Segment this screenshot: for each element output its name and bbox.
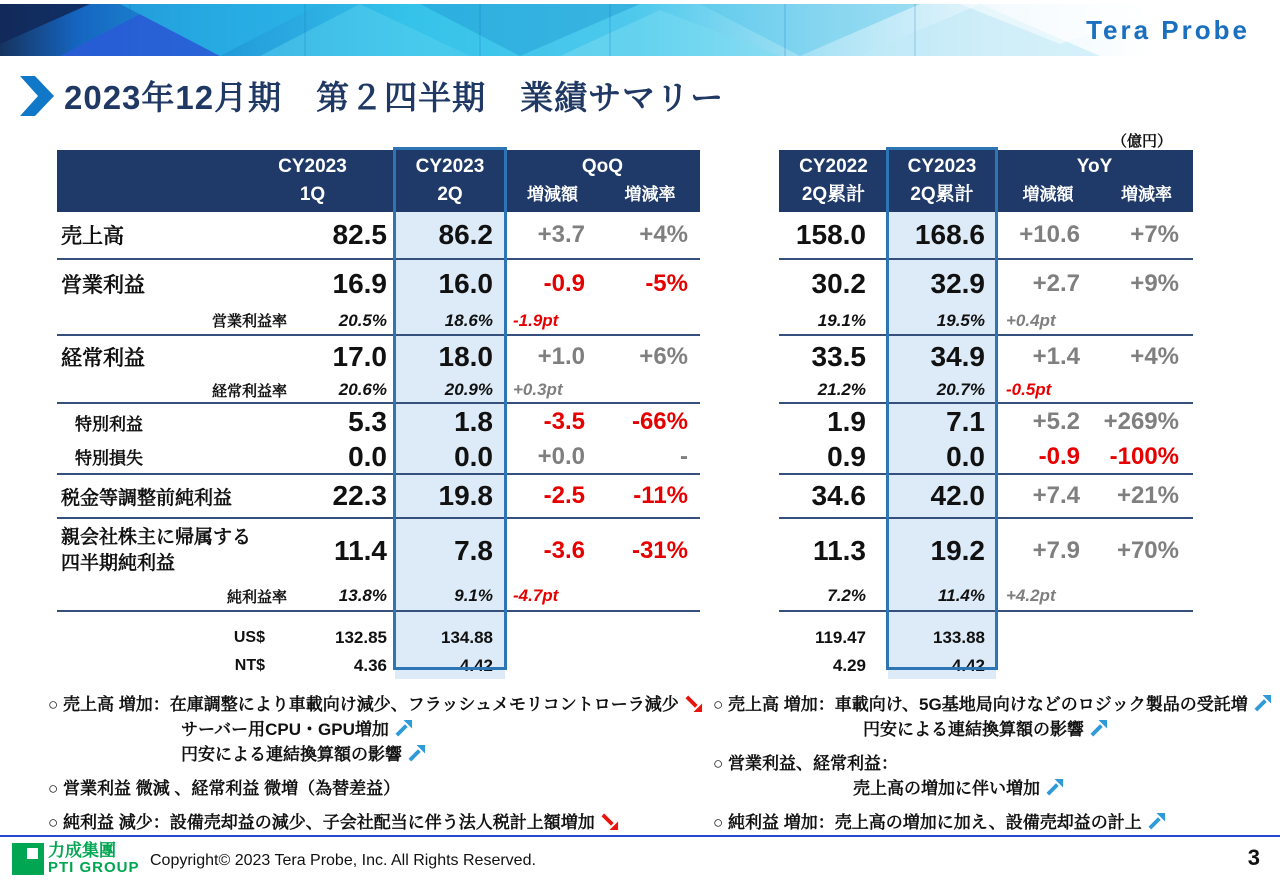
currency-label: NT$ [234, 656, 265, 674]
copyright-text: Copyright© 2023 Tera Probe, Inc. All Rights Reserved. [150, 852, 536, 869]
metric-label: 親会社株主に帰属する 四半期純利益 [61, 526, 252, 574]
decrease-arrow-icon [600, 812, 619, 831]
metric-label: 税金等調整前純利益 [61, 487, 233, 509]
currency-label: US$ [233, 629, 265, 646]
yoy-table [779, 150, 1193, 679]
qoq-table-header [57, 150, 700, 212]
value-2q: 18.0 [395, 336, 505, 378]
delta-value: +3.7 [537, 221, 585, 248]
group-header: QoQ [581, 156, 624, 177]
unit-label: （億円） [1111, 133, 1172, 150]
metric-label: 営業利益 [61, 273, 145, 297]
teraprobe-logo: Tera Probe [1086, 15, 1250, 45]
pti-group-name: 力成集團 [48, 841, 116, 860]
value-1q: 132.85 [335, 628, 387, 647]
rate-value: +4% [639, 221, 688, 248]
delta-value: -0.5pt [1006, 380, 1052, 399]
value-prev: 19.1% [817, 310, 866, 330]
table-row [779, 652, 1193, 679]
increase-arrow-icon [1253, 694, 1272, 713]
delta-value: -4.7pt [513, 586, 559, 605]
col-header: 1Q [299, 184, 326, 205]
value-2q: 86.2 [395, 212, 505, 258]
value-cur: 168.6 [888, 212, 996, 258]
pti-group-sub: PTI GROUP [48, 858, 140, 876]
table-row [779, 582, 1193, 612]
value-2q: 4.42 [395, 652, 505, 679]
rate-value: -66% [631, 408, 688, 435]
rate-value: +70% [1116, 536, 1179, 564]
table-row [57, 624, 700, 652]
top-banner [0, 4, 1280, 56]
value-2q: 1.8 [395, 404, 505, 440]
delta-value: -0.9 [543, 269, 585, 297]
rate-value: +21% [1116, 482, 1179, 509]
rate-value: -5% [645, 269, 688, 297]
rate-value: -100% [1109, 442, 1179, 470]
spacer-row [57, 612, 700, 624]
delta-value: -3.5 [543, 408, 585, 435]
yoy-table-header [779, 150, 1193, 212]
value-prev: 119.47 [814, 628, 866, 647]
value-2q: 18.6% [395, 307, 505, 334]
pti-group-logo [12, 842, 140, 876]
increase-arrow-icon [1147, 812, 1166, 831]
delta-value: +5.2 [1032, 408, 1080, 435]
value-prev: 4.29 [832, 655, 866, 675]
metric-label: 売上高 [61, 225, 124, 248]
page-title: 2023年12月期 第２四半期 業績サマリー [64, 79, 725, 116]
metric-label: 特別損失 [75, 449, 143, 468]
qoq-table [57, 150, 700, 679]
delta-value: +7.4 [1032, 482, 1080, 509]
value-cur: 4.42 [888, 652, 996, 679]
table-row [57, 260, 700, 307]
qoq-notes [48, 692, 688, 844]
value-2q: 20.9% [395, 378, 505, 402]
delta-value: +10.6 [1019, 221, 1080, 248]
table-row [779, 378, 1193, 404]
table-row [779, 404, 1193, 440]
spacer-row [779, 612, 1193, 624]
value-cur: 34.9 [888, 336, 996, 378]
metric-label: 特別利益 [75, 414, 143, 434]
table-row [57, 378, 700, 404]
note-item: ○ 営業利益、経常利益： 売上高の増加に伴い増加 [713, 751, 1273, 801]
table-row [779, 624, 1193, 652]
table-row [57, 519, 700, 582]
note-item: ○ 営業利益 微減 、経常利益 微増（為替差益） [48, 779, 401, 798]
table-row [779, 212, 1193, 260]
delta-value: -2.5 [543, 482, 585, 509]
col-header: 増減額 [1022, 185, 1074, 204]
metric-label: 経常利益 [61, 347, 145, 370]
metric-label: 純利益率 [226, 588, 287, 606]
col-header: 増減率 [624, 185, 676, 204]
value-cur: 11.4% [888, 582, 996, 610]
value-prev: 33.5 [811, 341, 866, 372]
value-1q: 20.5% [338, 310, 387, 330]
delta-value: +4.2pt [1006, 586, 1056, 605]
col-header: CY2023 [278, 156, 347, 177]
rate-value: - [680, 442, 688, 470]
value-2q: 134.88 [395, 624, 505, 652]
rate-value: +7% [1130, 221, 1179, 248]
delta-value: +0.4pt [1006, 310, 1056, 330]
table-row [57, 336, 700, 378]
pti-logo-icon [12, 843, 44, 875]
increase-arrow-icon [1045, 778, 1064, 797]
table-row [57, 307, 700, 336]
col-header: 2Q [437, 184, 463, 205]
value-cur: 133.88 [888, 624, 996, 652]
delta-value: +0.0 [537, 442, 585, 470]
metric-label: 経常利益率 [211, 382, 287, 400]
value-2q: 19.8 [395, 475, 505, 517]
col-header: 2Q累計 [801, 184, 866, 205]
increase-arrow-icon [407, 744, 426, 763]
note-item: ○ 売上高 増加：車載向け、5G基地局向けなどのロジック製品の受託増 円安による連結換算額の影響 [713, 692, 1273, 742]
value-cur: 19.5% [888, 307, 996, 334]
value-cur: 19.2 [888, 519, 996, 582]
value-1q: 22.3 [332, 480, 387, 511]
delta-value: +1.4 [1032, 343, 1080, 370]
value-1q: 4.36 [353, 655, 387, 675]
value-cur: 7.1 [888, 404, 996, 440]
value-prev: 34.6 [811, 480, 866, 511]
value-1q: 20.6% [338, 380, 387, 399]
note-item: ○ 売上高 増加：在庫調整により車載向け減少、フラッシュメモリコントローラ減少 サーバー用CPU・GPU増加 円安による連結換算額の影響 [48, 692, 688, 767]
table-row [57, 404, 700, 440]
col-header: CY2023 [415, 156, 485, 177]
table-row [779, 519, 1193, 582]
value-1q: 11.4 [334, 534, 387, 566]
value-1q: 16.9 [332, 267, 387, 299]
value-prev: 1.9 [827, 406, 866, 437]
value-cur: 32.9 [888, 260, 996, 307]
group-header: YoY [1076, 156, 1113, 177]
value-prev: 30.2 [811, 267, 866, 299]
table-row [779, 336, 1193, 378]
table-row [779, 260, 1193, 307]
table-row [57, 475, 700, 519]
col-header: CY2022 [799, 156, 868, 177]
note-item: ○ 純利益 減少：設備売却益の減少、子会社配当に伴う法人税計上額増加 [48, 810, 688, 835]
value-1q: 5.3 [348, 406, 387, 437]
table-row [57, 582, 700, 612]
value-1q: 82.5 [332, 219, 387, 250]
delta-value: +0.3pt [513, 380, 563, 399]
value-2q: 0.0 [395, 440, 505, 473]
col-header: CY2023 [907, 156, 977, 177]
increase-arrow-icon [394, 719, 413, 738]
decrease-arrow-icon [684, 694, 703, 713]
rate-value: +9% [1130, 269, 1179, 297]
value-prev: 21.2% [817, 380, 866, 399]
delta-value: +1.0 [537, 343, 585, 370]
rate-value: +269% [1103, 408, 1179, 435]
table-row [57, 652, 700, 679]
col-header: 2Q累計 [910, 184, 974, 205]
delta-value: -1.9pt [513, 310, 559, 330]
col-header: 増減額 [527, 185, 578, 204]
delta-value: +7.9 [1032, 536, 1080, 564]
metric-label: 営業利益率 [211, 313, 287, 330]
table-row [779, 475, 1193, 519]
value-prev: 158.0 [795, 219, 866, 250]
table-row [779, 307, 1193, 336]
rate-value: +4% [1130, 343, 1179, 370]
rate-value: +6% [639, 343, 688, 370]
rate-value: -11% [633, 482, 688, 509]
value-cur: 20.7% [888, 378, 996, 402]
delta-value: -0.9 [1038, 442, 1080, 470]
value-cur: 42.0 [888, 475, 996, 517]
value-1q: 0.0 [348, 440, 387, 472]
value-1q: 13.8% [338, 586, 387, 605]
yoy-notes [713, 692, 1273, 844]
footer-divider [0, 835, 1280, 837]
delta-value: -3.6 [543, 536, 585, 564]
note-item: ○ 純利益 増加：売上高の増加に加え、設備売却益の計上 [713, 810, 1273, 835]
table-row [779, 440, 1193, 475]
rate-value: -31% [631, 536, 688, 564]
value-1q: 17.0 [332, 341, 387, 372]
value-prev: 0.9 [827, 440, 866, 472]
delta-value: +2.7 [1032, 269, 1080, 297]
value-2q: 9.1% [395, 582, 505, 610]
value-prev: 11.3 [813, 534, 866, 566]
increase-arrow-icon [1089, 719, 1108, 738]
value-2q: 7.8 [395, 519, 505, 582]
value-prev: 7.2% [827, 586, 866, 605]
page-number: 3 [1247, 845, 1260, 870]
col-header: 増減率 [1121, 185, 1172, 204]
table-row [57, 212, 700, 260]
value-2q: 16.0 [395, 260, 505, 307]
title-chevron-icon [20, 76, 56, 116]
table-row [57, 440, 700, 475]
value-cur: 0.0 [888, 440, 996, 473]
